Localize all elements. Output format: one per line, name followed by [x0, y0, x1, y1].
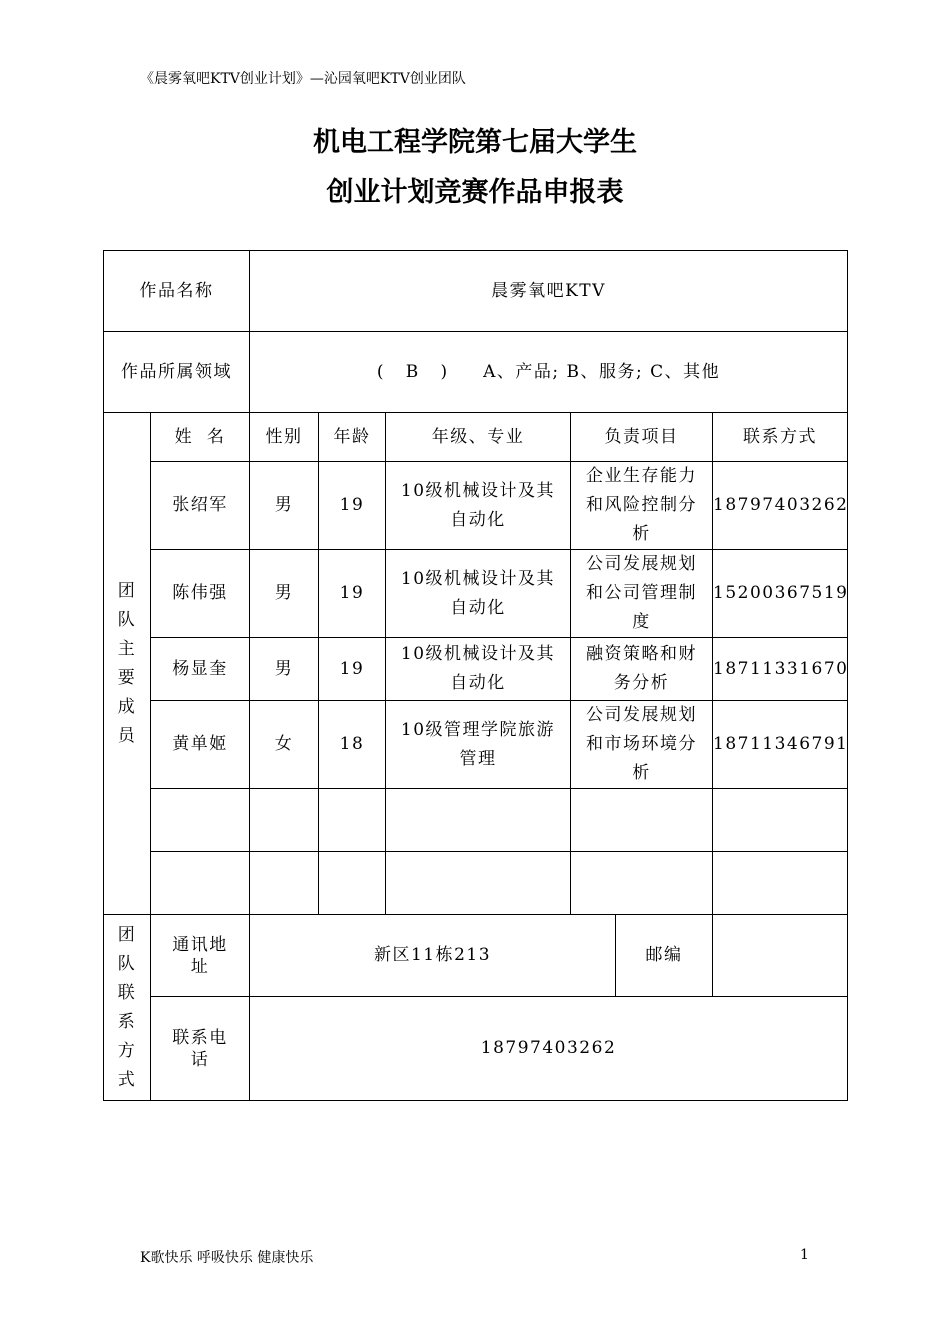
member-major [386, 701, 571, 789]
empty-row [104, 852, 848, 915]
work-name-row [104, 251, 848, 332]
member-major [386, 462, 571, 550]
member-role-line: 析 [632, 524, 651, 544]
field-row [104, 332, 848, 413]
empty-cell [386, 852, 571, 915]
member-major-line: 10级机械设计及其 [400, 644, 556, 664]
empty-cell [713, 789, 848, 852]
member-gender: 女 [250, 701, 319, 789]
phone-label-line: 话 [190, 1049, 210, 1070]
phone-label [151, 997, 250, 1101]
application-form-table [103, 250, 848, 1101]
empty-row [104, 789, 848, 852]
col-age-header: 年龄 [319, 413, 386, 462]
field-value: ( B ) A、产品; B、服务; C、其他 [250, 332, 848, 413]
empty-cell [571, 789, 713, 852]
col-role-header: 负责项目 [571, 413, 713, 462]
member-major-line: 管理 [459, 748, 497, 769]
member-gender: 男 [250, 638, 319, 701]
address-label-line: 址 [190, 956, 210, 977]
member-name: 杨显奎 [151, 638, 250, 701]
empty-cell [713, 852, 848, 915]
postcode-label: 邮编 [616, 915, 713, 997]
member-role-line: 和公司管理制 [586, 583, 697, 603]
team-label-char: 成 [117, 696, 137, 717]
member-major-line: 自动化 [450, 597, 506, 618]
member-major-line: 10级机械设计及其 [400, 568, 556, 589]
col-phone-header: 联系方式 [713, 413, 848, 462]
team-label-char: 员 [117, 725, 137, 746]
phone-value: 18797403262 [250, 997, 848, 1101]
address-label [151, 915, 250, 997]
member-major-line: 自动化 [450, 509, 506, 530]
contact-label-char: 队 [117, 953, 137, 974]
member-phone: 15200367519 [713, 550, 848, 638]
member-role [571, 550, 713, 638]
address-label-line: 通讯地 [172, 934, 228, 955]
team-contact-label [104, 915, 151, 1101]
phone-label-line: 联系电 [172, 1027, 228, 1048]
member-age: 19 [319, 638, 386, 701]
page-title-line1: 机电工程学院第七届大学生 [313, 127, 637, 158]
empty-cell [250, 852, 319, 915]
member-role [571, 701, 713, 789]
member-age: 18 [319, 701, 386, 789]
member-name: 黄单姬 [151, 701, 250, 789]
member-major-line: 10级机械设计及其 [400, 480, 556, 501]
page-footer-slogan: K歌快乐 呼吸快乐 健康快乐 [140, 1250, 314, 1266]
address-value: 新区11栋213 [250, 915, 616, 997]
table-row [104, 701, 848, 789]
phone-row [104, 997, 848, 1101]
contact-label-char: 系 [117, 1011, 137, 1032]
member-role-line: 融资策略和财 [586, 644, 697, 664]
postcode-value [713, 915, 848, 997]
member-role-line: 和风险控制分 [586, 495, 697, 515]
empty-cell [151, 789, 250, 852]
empty-cell [319, 852, 386, 915]
team-label-char: 主 [117, 638, 137, 659]
page-header: 《晨雾氧吧KTV创业计划》—沁园氧吧KTV创业团队 [140, 71, 466, 87]
address-row [104, 915, 848, 997]
member-name: 陈伟强 [151, 550, 250, 638]
col-gender-header: 性别 [250, 413, 319, 462]
member-phone: 18711331670 [713, 638, 848, 701]
team-members-label [104, 413, 151, 915]
member-gender: 男 [250, 550, 319, 638]
table-row [104, 462, 848, 550]
col-major-header: 年级、专业 [386, 413, 571, 462]
team-label-char: 团 [117, 580, 137, 601]
field-label: 作品所属领域 [104, 332, 250, 413]
contact-label-char: 式 [117, 1069, 137, 1090]
table-row [104, 550, 848, 638]
table-row [104, 638, 848, 701]
member-gender: 男 [250, 462, 319, 550]
empty-cell [250, 789, 319, 852]
empty-cell [319, 789, 386, 852]
member-role-line: 公司发展规划 [586, 705, 697, 725]
team-label-char: 队 [117, 609, 137, 630]
member-major [386, 638, 571, 701]
page-number: 1 [800, 1247, 809, 1263]
page-title-line2: 创业计划竞赛作品申报表 [326, 177, 624, 208]
contact-label-char: 团 [117, 924, 137, 945]
member-header-row [104, 413, 848, 462]
member-role-line: 公司发展规划 [586, 554, 697, 574]
col-name-header: 姓 名 [151, 413, 250, 462]
member-name: 张绍军 [151, 462, 250, 550]
member-major [386, 550, 571, 638]
contact-label-char: 联 [117, 982, 137, 1003]
work-name-label: 作品名称 [104, 251, 250, 332]
empty-cell [571, 852, 713, 915]
work-name-value: 晨雾氧吧KTV [250, 251, 848, 332]
team-label-char: 要 [117, 667, 137, 688]
member-major-line: 10级管理学院旅游 [400, 719, 556, 740]
member-role-line: 务分析 [613, 673, 670, 693]
empty-cell [151, 852, 250, 915]
member-major-line: 自动化 [450, 673, 506, 693]
member-phone: 18797403262 [713, 462, 848, 550]
member-role-line: 析 [632, 763, 651, 783]
member-role [571, 462, 713, 550]
contact-label-char: 方 [117, 1040, 137, 1061]
member-role-line: 企业生存能力 [586, 466, 697, 486]
member-age: 19 [319, 462, 386, 550]
member-role-line: 和市场环境分 [586, 734, 697, 754]
member-role-line: 度 [632, 612, 651, 632]
member-role [571, 638, 713, 701]
member-phone: 18711346791 [713, 701, 848, 789]
empty-cell [386, 789, 571, 852]
member-age: 19 [319, 550, 386, 638]
